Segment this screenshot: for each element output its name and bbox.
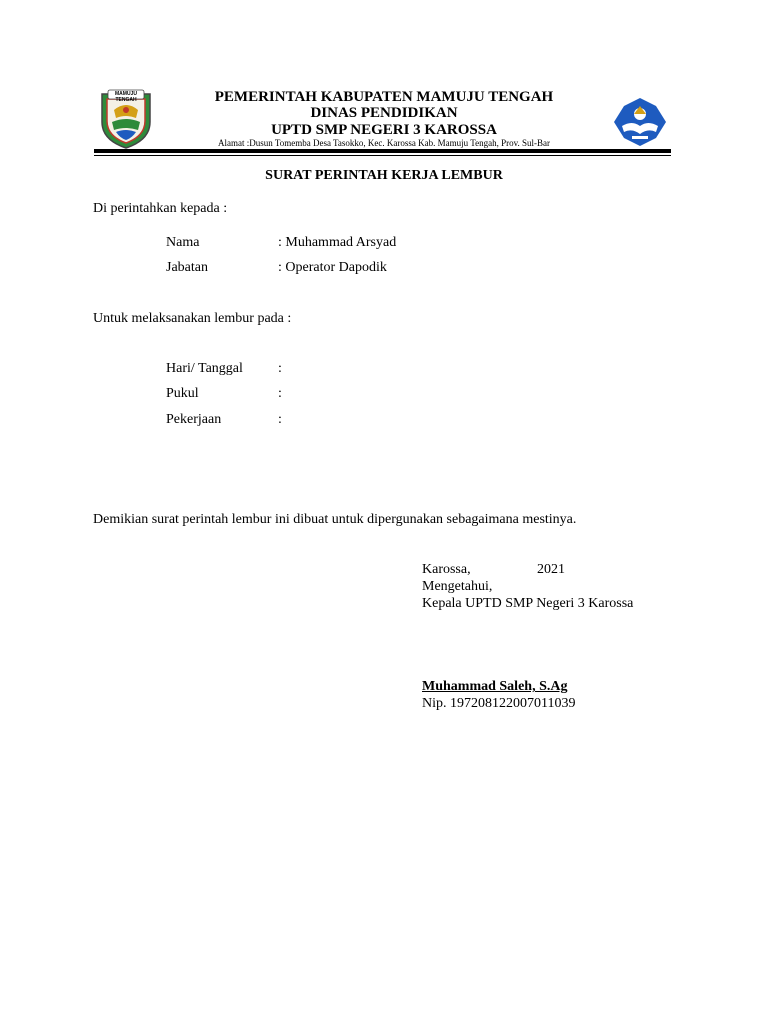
detail-value-task: : <box>278 412 282 427</box>
header-rule-thin <box>94 155 671 156</box>
closing-text: Demikian surat perintah lembur ini dibuat untuk dipergunakan sebagaimana mestinya. <box>93 512 577 527</box>
header-address: Alamat :Dusun Tomemba Desa Tasokko, Kec. Karossa Kab. Mamuju Tengah, Prov. Sul-Bar <box>218 138 550 148</box>
header-rule-thick <box>94 149 671 153</box>
intro-text: Di perintahkan kepada : <box>93 201 228 216</box>
header-department: DINAS PENDIDIKAN <box>310 105 458 121</box>
signature-acknowledge: Mengetahui, <box>422 579 493 594</box>
detail-value-time: : <box>278 386 282 401</box>
header-school: UPTD SMP NEGERI 3 KAROSSA <box>271 122 497 138</box>
signature-year: 2021 <box>537 562 565 577</box>
recipient-label-position: Jabatan <box>166 260 208 275</box>
document-title: SURAT PERINTAH KERJA LEMBUR <box>265 168 503 183</box>
signature-nip: Nip. 197208122007011039 <box>422 696 576 711</box>
detail-label-date: Hari/ Tanggal <box>166 361 243 376</box>
recipient-label-name: Nama <box>166 235 200 250</box>
header-government: PEMERINTAH KABUPATEN MAMUJU TENGAH <box>214 89 554 105</box>
recipient-value-position: : Operator Dapodik <box>278 260 387 275</box>
signature-position: Kepala UPTD SMP Negeri 3 Karossa <box>422 596 634 611</box>
signature-place: Karossa, <box>422 562 471 577</box>
detail-value-date: : <box>278 361 282 376</box>
recipient-value-name: : Muhammad Arsyad <box>278 235 397 250</box>
signature-name: Muhammad Saleh, S.Ag <box>422 679 568 694</box>
detail-label-task: Pekerjaan <box>166 412 222 427</box>
purpose-text: Untuk melaksanakan lembur pada : <box>93 311 292 326</box>
crest-label: MAMUJU TENGAH <box>115 91 137 103</box>
detail-label-time: Pukul <box>166 386 199 401</box>
